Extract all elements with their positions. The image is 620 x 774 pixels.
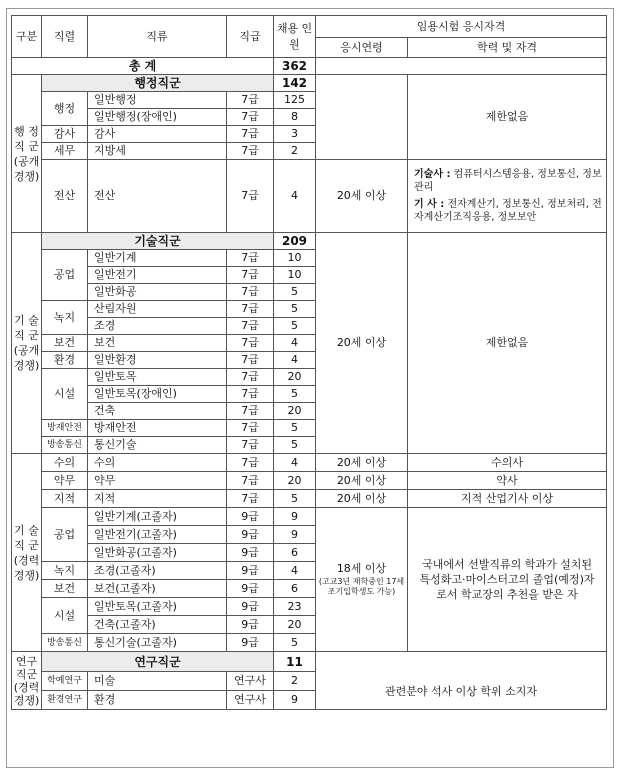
count-cell: 9 (274, 526, 316, 544)
grade-cell: 7급 (227, 352, 274, 369)
recruitment-table (11, 15, 607, 710)
field-cell: 통신기술 (88, 437, 227, 454)
field-cell: 조경 (88, 318, 227, 335)
header-row-1 (12, 16, 607, 38)
header-education: 학력 및 자격 (408, 38, 607, 58)
grade-cell: 7급 (227, 437, 274, 454)
count-cell: 5 (274, 386, 316, 403)
count-cell: 9 (274, 691, 316, 710)
grade-cell: 7급 (227, 143, 274, 160)
grade-cell: 9급 (227, 508, 274, 526)
research-title: 연구직군 (42, 652, 274, 672)
count-cell: 2 (274, 672, 316, 691)
grade-cell: 9급 (227, 634, 274, 652)
hs-age-cell (316, 508, 408, 652)
series-cell: 방송통신 (42, 437, 88, 454)
count-cell: 8 (274, 109, 316, 126)
tech-open-header-row (12, 233, 607, 250)
grade-cell: 9급 (227, 562, 274, 580)
grade-cell: 7급 (227, 403, 274, 420)
header-rank: 직렬 (42, 16, 88, 58)
count-cell: 5 (274, 301, 316, 318)
count-cell: 4 (274, 335, 316, 352)
tech-open-qual: 제한없음 (408, 233, 607, 454)
count-cell: 20 (274, 369, 316, 386)
series-cell: 약무 (42, 472, 88, 490)
grade-cell: 7급 (227, 126, 274, 143)
field-cell: 환경 (88, 691, 227, 710)
qual-label: 기술사 : (414, 169, 451, 180)
series-cell: 시설 (42, 369, 88, 420)
field-cell: 일반전기 (88, 267, 227, 284)
admin-qual-general: 제한없음 (408, 75, 607, 160)
grade-cell: 7급 (227, 250, 274, 267)
grade-cell: 7급 (227, 454, 274, 472)
header-grade: 직급 (227, 16, 274, 58)
admin-division: 행 정 직 군 (공개 경쟁) (12, 75, 42, 233)
count-cell: 20 (274, 472, 316, 490)
count-cell: 2 (274, 143, 316, 160)
field-cell: 지적 (88, 490, 227, 508)
count-cell: 5 (274, 420, 316, 437)
count-cell: 10 (274, 267, 316, 284)
series-cell: 세무 (42, 143, 88, 160)
count-cell: 3 (274, 126, 316, 143)
field-cell: 일반화공 (88, 284, 227, 301)
count-cell: 20 (274, 616, 316, 634)
tech-open-title: 기술직군 (42, 233, 274, 250)
grade-cell: 9급 (227, 616, 274, 634)
grade-cell: 7급 (227, 267, 274, 284)
qual-text: 전자계산기, 정보통신, 정보처리, 전자계산기조직응용, 정보보안 (414, 199, 602, 223)
field-cell: 일반기계(고졸자) (88, 508, 227, 526)
grade-cell: 9급 (227, 598, 274, 616)
admin-title: 행정직군 (42, 75, 274, 92)
count-cell: 4 (274, 562, 316, 580)
table-row (12, 490, 607, 508)
field-cell: 일반행정 (88, 92, 227, 109)
field-cell: 수의 (88, 454, 227, 472)
tech-open-count: 209 (274, 233, 316, 250)
count-cell: 23 (274, 598, 316, 616)
series-cell: 보건 (42, 335, 88, 352)
table-row (12, 472, 607, 490)
field-cell: 일반토목 (88, 369, 227, 386)
qual-cell: 수의사 (408, 454, 607, 472)
series-cell: 공업 (42, 250, 88, 301)
research-qual: 관련분야 석사 이상 학위 소지자 (316, 652, 607, 710)
header-age: 응시연령 (316, 38, 408, 58)
field-cell: 일반기계 (88, 250, 227, 267)
count-cell: 5 (274, 634, 316, 652)
field-cell: 일반화공(고졸자) (88, 544, 227, 562)
tech-career-division: 기 술 직 군 (경력 경쟁) (12, 454, 42, 652)
field-cell: 미술 (88, 672, 227, 691)
grade-cell: 연구사 (227, 691, 274, 710)
field-cell: 일반행정(장애인) (88, 109, 227, 126)
grade-cell: 9급 (227, 544, 274, 562)
count-cell: 5 (274, 437, 316, 454)
field-cell: 일반토목(장애인) (88, 386, 227, 403)
series-cell: 지적 (42, 490, 88, 508)
grade-cell: 7급 (227, 369, 274, 386)
series-cell: 방재안전 (42, 420, 88, 437)
grade-cell: 7급 (227, 490, 274, 508)
grade-cell: 7급 (227, 109, 274, 126)
grade-cell: 7급 (227, 160, 274, 233)
field-cell: 보건(고졸자) (88, 580, 227, 598)
table-row (12, 160, 607, 233)
header-field: 직류 (88, 16, 227, 58)
research-division: 연구 직군 (경력 경쟁) (12, 652, 42, 710)
total-label: 총 계 (12, 58, 274, 75)
grade-cell: 7급 (227, 301, 274, 318)
count-cell: 5 (274, 318, 316, 335)
admin-header-row (12, 75, 607, 92)
field-cell: 건축(고졸자) (88, 616, 227, 634)
tech-open-division: 기 술 직 군 (공개 경쟁) (12, 233, 42, 454)
hs-age-note: (고교3년 재학중인 17세 조기입학생도 가능) (318, 576, 405, 596)
research-header-row (12, 652, 607, 672)
total-count: 362 (274, 58, 316, 75)
age-cell: 20세 이상 (316, 454, 408, 472)
qual-text: 컴퓨터시스템응용, 정보통신, 정보관리 (414, 169, 602, 193)
count-cell: 6 (274, 544, 316, 562)
field-cell: 통신기술(고졸자) (88, 634, 227, 652)
field-cell: 산림자원 (88, 301, 227, 318)
hs-age: 18세 이상 (336, 561, 387, 575)
hs-qual: 국내에서 선발직류의 학과가 설치된 특성화고·마이스터고의 졸업(예정)자로서 학교장의 추천을 받은 자 (408, 508, 607, 652)
grade-cell: 7급 (227, 318, 274, 335)
series-cell: 보건 (42, 580, 88, 598)
field-cell: 감사 (88, 126, 227, 143)
research-count: 11 (274, 652, 316, 672)
series-cell: 녹지 (42, 301, 88, 335)
count-cell: 10 (274, 250, 316, 267)
series-cell: 학예연구 (42, 672, 88, 691)
series-cell: 감사 (42, 126, 88, 143)
tech-open-age: 20세 이상 (316, 233, 408, 454)
field-cell: 일반환경 (88, 352, 227, 369)
series-cell: 환경연구 (42, 691, 88, 710)
age-cell: 20세 이상 (316, 160, 408, 233)
count-cell: 125 (274, 92, 316, 109)
qual-cell: 약사 (408, 472, 607, 490)
count-cell: 9 (274, 508, 316, 526)
table-row (12, 454, 607, 472)
count-cell: 6 (274, 580, 316, 598)
grade-cell: 7급 (227, 284, 274, 301)
grade-cell: 7급 (227, 335, 274, 352)
table-row (12, 508, 607, 526)
field-cell: 일반토목(고졸자) (88, 598, 227, 616)
grade-cell: 7급 (227, 386, 274, 403)
count-cell: 5 (274, 490, 316, 508)
grade-cell: 7급 (227, 472, 274, 490)
field-cell: 보건 (88, 335, 227, 352)
count-cell: 4 (274, 352, 316, 369)
age-cell: 20세 이상 (316, 472, 408, 490)
grade-cell: 9급 (227, 526, 274, 544)
series-cell: 녹지 (42, 562, 88, 580)
qual-cell: 지적 산업기사 이상 (408, 490, 607, 508)
field-cell: 건축 (88, 403, 227, 420)
admin-count: 142 (274, 75, 316, 92)
header-count: 채용 인원 (274, 16, 316, 58)
grade-cell: 9급 (227, 580, 274, 598)
it-qualification (408, 160, 607, 233)
count-cell: 5 (274, 284, 316, 301)
total-row (12, 58, 607, 75)
qual-label: 기 사 : (414, 199, 445, 210)
header-division: 구분 (12, 16, 42, 58)
field-cell: 방재안전 (88, 420, 227, 437)
series-cell: 방송통신 (42, 634, 88, 652)
series-cell: 공업 (42, 508, 88, 562)
grade-cell: 7급 (227, 420, 274, 437)
grade-cell: 7급 (227, 92, 274, 109)
count-cell: 4 (274, 454, 316, 472)
count-cell: 20 (274, 403, 316, 420)
count-cell: 4 (274, 160, 316, 233)
field-cell: 약무 (88, 472, 227, 490)
grade-cell: 연구사 (227, 672, 274, 691)
series-cell: 환경 (42, 352, 88, 369)
field-cell: 조경(고졸자) (88, 562, 227, 580)
header-qualification: 임용시험 응시자격 (316, 16, 607, 38)
field-cell: 전산 (88, 160, 227, 233)
series-cell: 행정 (42, 92, 88, 126)
series-cell: 전산 (42, 160, 88, 233)
field-cell: 지방세 (88, 143, 227, 160)
series-cell: 시설 (42, 598, 88, 634)
series-cell: 수의 (42, 454, 88, 472)
field-cell: 일반전기(고졸자) (88, 526, 227, 544)
age-cell: 20세 이상 (316, 490, 408, 508)
